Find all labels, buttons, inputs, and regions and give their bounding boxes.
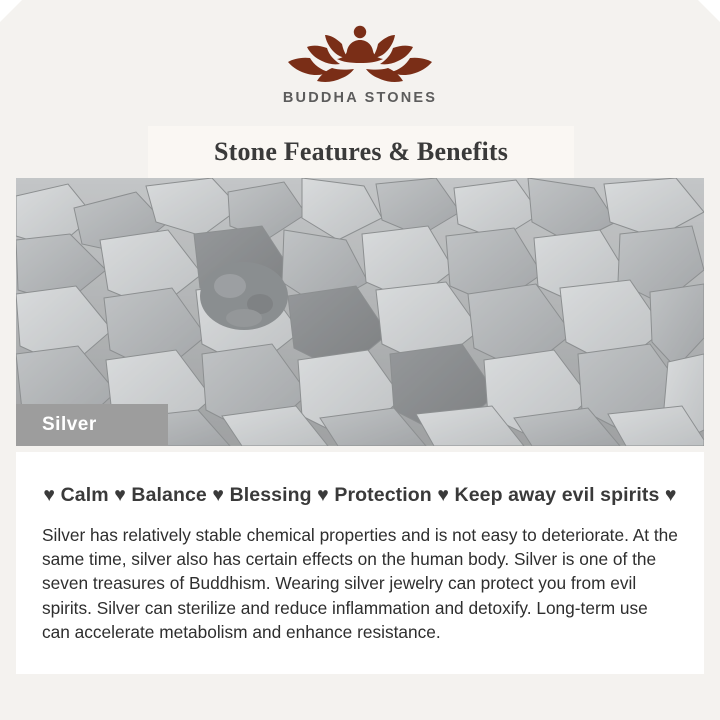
title-banner <box>148 126 574 178</box>
stone-description: Silver has relatively stable chemical properties and is not easy to deteriorate. At the same time, silver also has certain effects on the human body. Silver is one of the seven treasures of Buddhism. Wearing silver jewelry can protect you from evil spirits. Silver can sterilize and reduce inflammation and detoxify. Long-term use can accelerate metabolism and enhance resistance. <box>42 525 678 642</box>
footer-spacer <box>0 674 720 720</box>
page-title: Stone Features & Benefits <box>213 137 509 166</box>
brand-logo <box>0 18 720 122</box>
benefit-keywords: ♥ Calm ♥ Balance ♥ Blessing ♥ Protection ♥ Keep away evil spirits ♥ <box>43 484 677 506</box>
stone-name: Silver <box>42 414 97 435</box>
description-panel <box>16 452 704 674</box>
lotus-buddha-icon <box>280 18 440 88</box>
stone-name-badge <box>16 404 168 446</box>
brand-name: BUDDHA STONES <box>282 90 438 106</box>
